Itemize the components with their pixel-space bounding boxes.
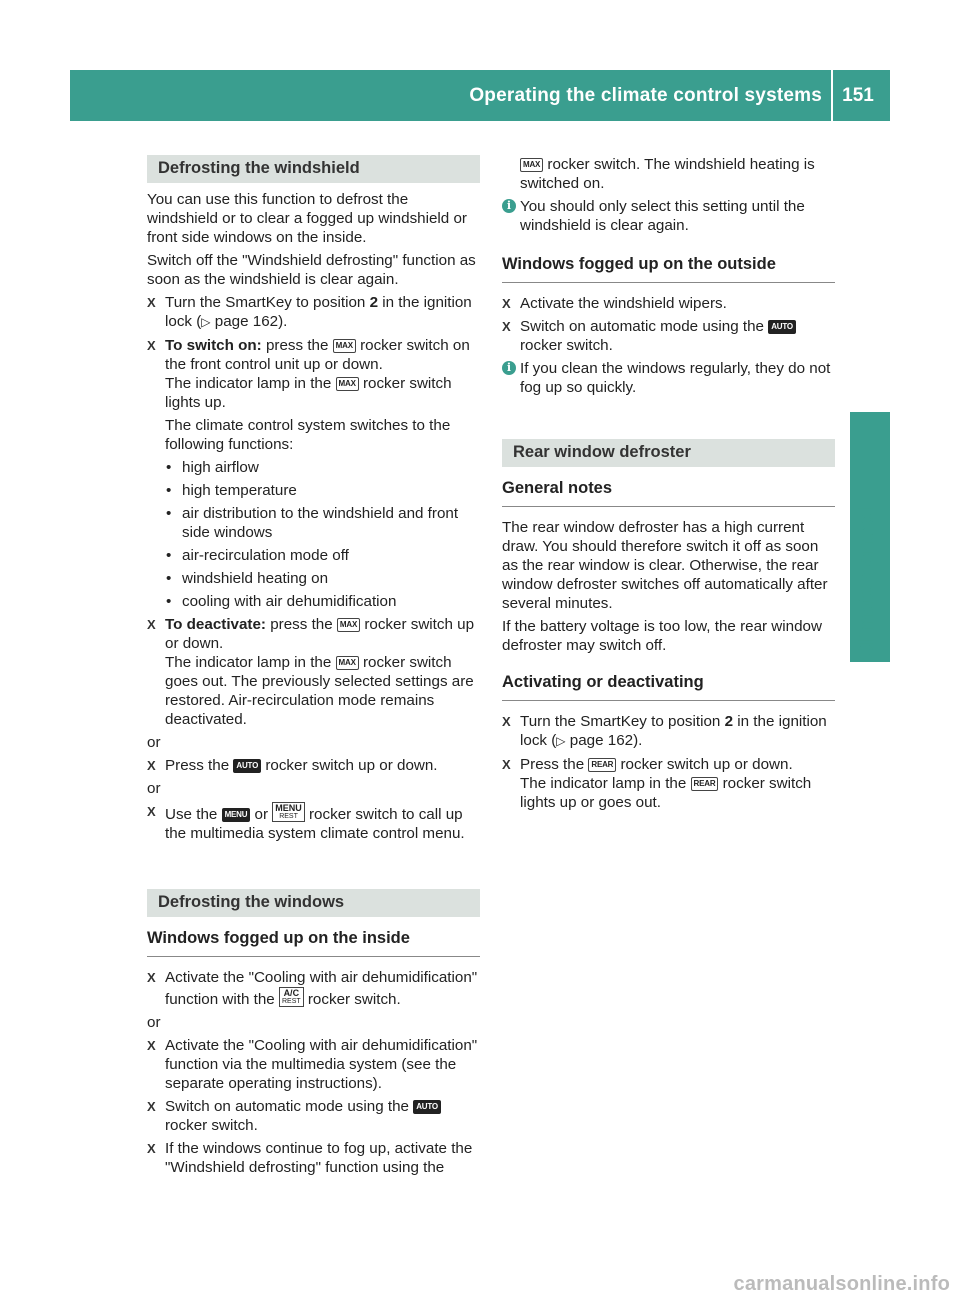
or-text: or	[147, 780, 161, 797]
paragraph: MAX rocker switch. The windshield heating is switched on.	[520, 156, 815, 192]
step-marker-icon: X	[502, 319, 511, 334]
list-item: • cooling with air dehumidification	[166, 593, 397, 610]
instruction-step: X Switch on automatic mode using the AUTO rocker switch.	[502, 317, 835, 355]
instruction-step: X If the windows continue to fog up, activate the "Windshield defrosting" function using the	[147, 1140, 473, 1176]
instruction-step: X Use the MENU or MENU REST rocker switch to call up the multimedia system climate control menu.	[147, 803, 465, 842]
step-marker-icon: X	[147, 338, 156, 353]
paragraph: You can use this function to defrost the windshield or to clear a fogged up windshield or front side windows on the inside.	[147, 191, 467, 246]
page-title: Operating the climate control systems	[469, 85, 822, 106]
info-note: i If you clean the windows regularly, they do not fog up so quickly.	[502, 359, 835, 397]
list-item: • high airflow	[166, 459, 259, 476]
defrost-max-icon: MAX	[336, 377, 359, 391]
subsection-heading: General notes	[502, 479, 835, 507]
menu-rest-icon: MENU REST	[272, 802, 305, 822]
instruction-step: X Press the AUTO rocker switch up or down.	[147, 757, 438, 774]
bullet-icon: •	[166, 482, 172, 499]
header-bar	[70, 70, 890, 121]
auto-icon: AUTO	[233, 759, 261, 773]
step-marker-icon: X	[502, 296, 511, 311]
instruction-step: X To deactivate: press the MAX rocker switch up or down. The indicator lamp in the MAX rocker switch goes out. The previously selected settings are restored. Air-recirculation mode remains deactivated.	[147, 616, 475, 728]
auto-icon: AUTO	[413, 1100, 441, 1114]
step-marker-icon: X	[147, 758, 156, 773]
instruction-step: X Activate the windshield wipers.	[502, 295, 727, 312]
info-note: i You should only select this setting until the windshield is clear again.	[502, 197, 835, 235]
instruction-step: X Activate the "Cooling with air dehumidification" function via the multimedia system (see the separate operating instructions).	[147, 1037, 478, 1092]
ac-rest-icon: A/C REST	[279, 987, 304, 1007]
chapter-label	[851, 507, 891, 920]
instruction-step: X Activate the "Cooling with air dehumidification" function with the A/C REST rocker switch.	[147, 969, 478, 1008]
instruction-step: X Turn the SmartKey to position 2 in the ignition lock (▷ page 162).	[147, 294, 472, 330]
step-marker-icon: X	[502, 757, 511, 772]
info-icon: i	[502, 199, 516, 213]
instruction-step: X Turn the SmartKey to position 2 in the ignition lock (▷ page 162).	[502, 713, 827, 749]
step-marker-icon: X	[147, 1099, 156, 1114]
defrost-max-icon: MAX	[520, 158, 543, 172]
step-marker-icon: X	[147, 970, 156, 985]
right-column	[502, 155, 835, 816]
bullet-icon: •	[166, 570, 172, 587]
step-marker-icon: X	[147, 804, 156, 819]
step-marker-icon: X	[147, 1038, 156, 1053]
list-item: • air-recirculation mode off	[166, 547, 349, 564]
section-heading: Defrosting the windshield	[147, 155, 480, 183]
list-item: • air distribution to the windshield and front side windows	[166, 505, 459, 541]
watermark: carmanualsonline.info	[733, 1273, 950, 1295]
list-item: • high temperature	[166, 482, 297, 499]
chapter-label-text: Climate control	[855, 507, 878, 660]
page-reference-icon: ▷	[201, 315, 211, 329]
instruction-step: X To switch on: press the MAX rocker switch on the front control unit up or down. The indicator lamp in the MAX rocker switch lights up. The climate control system switches to the following functions:	[147, 337, 470, 453]
step-marker-icon: X	[502, 714, 511, 729]
or-text: or	[147, 734, 161, 751]
defrost-max-icon: MAX	[337, 618, 360, 632]
bullet-icon: •	[166, 505, 172, 522]
auto-icon: AUTO	[768, 320, 796, 334]
info-icon: i	[502, 361, 516, 375]
bullet-icon: •	[166, 547, 172, 564]
section-heading: Defrosting the windows	[147, 889, 480, 917]
step-marker-icon: X	[147, 617, 156, 632]
section-heading: Rear window defroster	[502, 439, 835, 467]
paragraph: Switch off the "Windshield defrosting" function as soon as the windshield is clear again.	[147, 252, 476, 288]
or-text: or	[147, 1014, 161, 1031]
rear-defrost-icon: REAR	[588, 758, 616, 772]
instruction-step: X Switch on automatic mode using the AUTO rocker switch.	[147, 1097, 480, 1135]
subsection-heading: Windows fogged up on the inside	[147, 929, 480, 957]
step-marker-icon: X	[147, 1141, 156, 1156]
subsection-heading: Windows fogged up on the outside	[502, 255, 835, 283]
defrost-max-icon: MAX	[333, 339, 356, 353]
bullet-icon: •	[166, 459, 172, 476]
page-reference-icon: ▷	[556, 734, 566, 748]
instruction-step: X Press the REAR rocker switch up or down. The indicator lamp in the REAR rocker switch lights up or goes out.	[502, 756, 812, 811]
paragraph: The rear window defroster has a high current draw. You should therefore switch it off as soon as the rear window is clear. Otherwise, the rear window defroster switches off automatically after several minutes.	[502, 519, 828, 612]
defrost-max-icon: MAX	[336, 656, 359, 670]
menu-icon: MENU	[222, 808, 251, 822]
step-marker-icon: X	[147, 295, 156, 310]
page-number: 151	[842, 85, 874, 106]
left-column	[147, 155, 480, 1181]
header-divider	[831, 70, 833, 121]
rear-defrost-icon: REAR	[691, 777, 719, 791]
subsection-heading: Activating or deactivating	[502, 673, 835, 701]
list-item: • windshield heating on	[166, 570, 329, 587]
paragraph: If the battery voltage is too low, the rear window defroster may switch off.	[502, 618, 822, 654]
bullet-icon: •	[166, 593, 172, 610]
